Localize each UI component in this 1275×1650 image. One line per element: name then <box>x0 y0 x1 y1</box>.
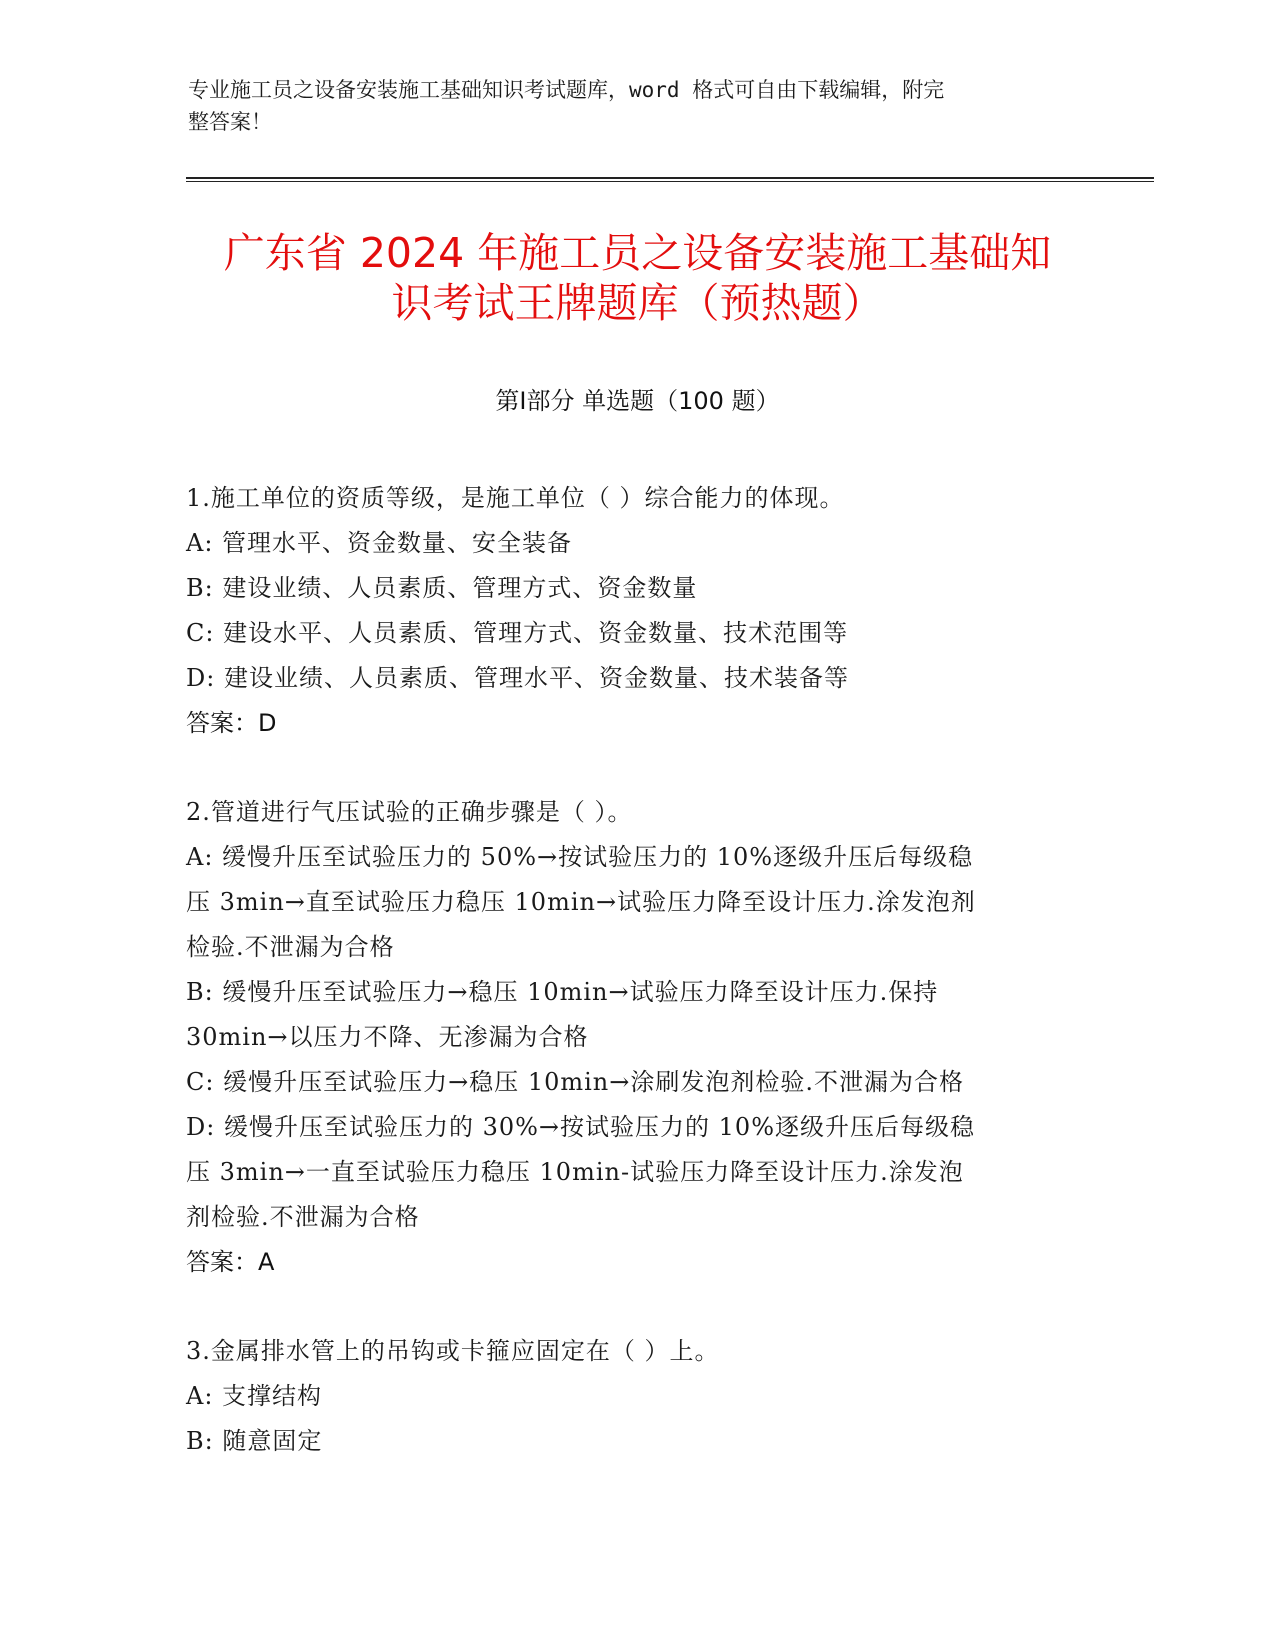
section-heading: 第Ⅰ部分 单选题（100 题） <box>495 387 780 415</box>
question-stem: 3.金属排水管上的吊钩或卡箍应固定在（ ）上。 <box>186 1337 720 1365</box>
header-rule-thick <box>186 177 1154 179</box>
question-option: D: 缓慢升压至试验压力的 30%→按试验压力的 10%逐级升压后每级稳 <box>186 1113 976 1141</box>
title-line-1: 广东省 2024 年施工员之设备安装施工基础知 <box>223 229 1052 277</box>
question-option: B: 缓慢升压至试验压力→稳压 10min→试验压力降至设计压力.保持 <box>186 978 939 1006</box>
question-option: D: 建设业绩、人员素质、管理水平、资金数量、技术装备等 <box>186 664 849 692</box>
question-option: B: 建设业绩、人员素质、管理方式、资金数量 <box>186 574 698 602</box>
question-option: A: 缓慢升压至试验压力的 50%→按试验压力的 10%逐级升压后每级稳 <box>186 843 974 871</box>
question-item <box>186 1329 1086 1464</box>
header-rule-thin <box>186 181 1154 182</box>
question-item <box>186 476 1086 746</box>
question-option: C: 缓慢升压至试验压力→稳压 10min→涂刷发泡剂检验.不泄漏为合格 <box>186 1068 964 1096</box>
question-option: C: 建设水平、人员素质、管理方式、资金数量、技术范围等 <box>186 619 849 647</box>
question-option: A: 支撑结构 <box>186 1382 323 1410</box>
title-line-2: 识考试王牌题库（预热题） <box>391 279 884 327</box>
question-option: 剂检验.不泄漏为合格 <box>186 1203 420 1231</box>
question-item <box>186 790 1086 1285</box>
question-stem: 2.管道进行气压试验的正确步骤是（ ）。 <box>186 798 633 826</box>
question-option: 压 3min→一直至试验压力稳压 10min-试验压力降至设计压力.涂发泡 <box>186 1158 964 1186</box>
question-option: 检验.不泄漏为合格 <box>186 933 395 961</box>
question-option: A: 管理水平、资金数量、安全装备 <box>186 529 573 557</box>
question-answer: 答案：D <box>186 709 277 737</box>
question-answer: 答案：A <box>186 1248 275 1276</box>
question-option: B: 随意固定 <box>186 1427 323 1455</box>
document-title <box>150 228 1125 328</box>
question-option: 压 3min→直至试验压力稳压 10min→试验压力降至设计压力.涂发泡剂 <box>186 888 976 916</box>
header-note-line-2: 整答案！ <box>188 110 272 134</box>
document-header-note <box>188 74 1068 138</box>
question-stem: 1.施工单位的资质等级，是施工单位（ ）综合能力的体现。 <box>186 484 845 512</box>
question-list <box>186 476 1086 1508</box>
question-option: 30min→以压力不降、无渗漏为合格 <box>186 1023 589 1051</box>
header-note-line-1: 专业施工员之设备安装施工基础知识考试题库，word 格式可自由下载编辑，附完 <box>188 78 945 102</box>
